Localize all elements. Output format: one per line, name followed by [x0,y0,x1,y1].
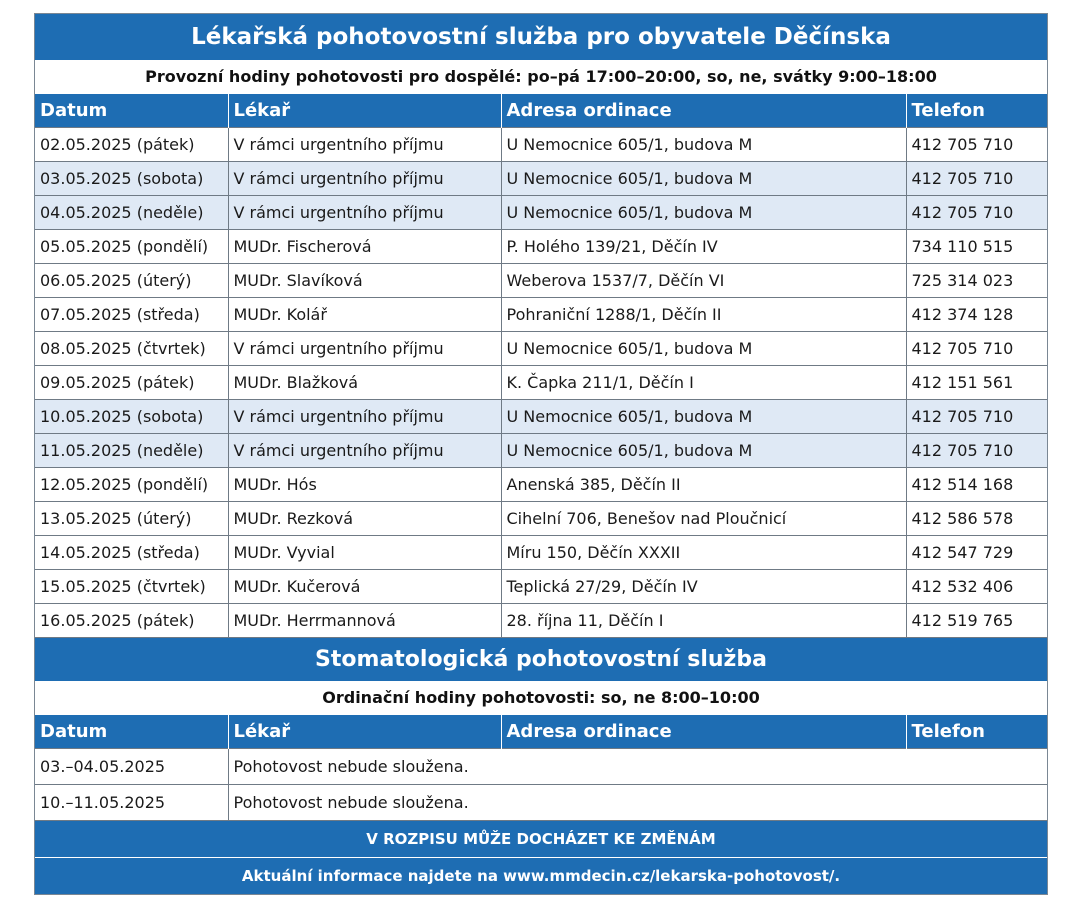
dental-title: Stomatologická pohotovostní služba [35,637,1047,681]
phone-cell: 412 705 710 [906,434,1047,468]
doctor-cell: MUDr. Blažková [228,366,501,400]
address-cell: U Nemocnice 605/1, budova M [501,128,906,162]
table-row [35,196,1047,230]
note-cell: Pohotovost nebude sloužena. [228,749,1047,785]
date-cell: 12.05.2025 (pondělí) [35,468,228,502]
doctor-cell: MUDr. Kučerová [228,570,501,604]
table-row [35,502,1047,536]
date-cell: 07.05.2025 (středa) [35,298,228,332]
table-row [35,128,1047,162]
doctor-cell: V rámci urgentního příjmu [228,434,501,468]
phone-cell: 725 314 023 [906,264,1047,298]
doctor-cell: MUDr. Kolář [228,298,501,332]
address-cell: Pohraniční 1288/1, Děčín II [501,298,906,332]
table-row [35,298,1047,332]
table-row [35,162,1047,196]
date-cell: 15.05.2025 (čtvrtek) [35,570,228,604]
address-cell: P. Holého 139/21, Děčín IV [501,230,906,264]
phone-cell: 412 586 578 [906,502,1047,536]
address-cell: U Nemocnice 605/1, budova M [501,434,906,468]
header-phone: Telefon [906,715,1047,749]
table-row [35,468,1047,502]
doctor-cell: MUDr. Vyvial [228,536,501,570]
header-doctor: Lékař [228,94,501,128]
table-row [35,264,1047,298]
address-cell: 28. října 11, Děčín I [501,604,906,638]
table-row [35,366,1047,400]
table-row [35,604,1047,638]
dental-header-row [35,715,1047,749]
doctor-cell: MUDr. Herrmannová [228,604,501,638]
dental-table [35,715,1047,820]
address-cell: U Nemocnice 605/1, budova M [501,400,906,434]
address-cell: K. Čapka 211/1, Děčín I [501,366,906,400]
address-cell: U Nemocnice 605/1, budova M [501,162,906,196]
header-phone: Telefon [906,94,1047,128]
doctor-cell: MUDr. Rezková [228,502,501,536]
header-date: Datum [35,94,228,128]
note-cell: Pohotovost nebude sloužena. [228,785,1047,821]
phone-cell: 734 110 515 [906,230,1047,264]
date-cell: 14.05.2025 (středa) [35,536,228,570]
phone-cell: 412 705 710 [906,332,1047,366]
header-doctor: Lékař [228,715,501,749]
address-cell: Cihelní 706, Benešov nad Ploučnicí [501,502,906,536]
header-address: Adresa ordinace [501,715,906,749]
phone-cell: 412 705 710 [906,162,1047,196]
address-cell: U Nemocnice 605/1, budova M [501,196,906,230]
table-row [35,230,1047,264]
doctor-cell: V rámci urgentního příjmu [228,162,501,196]
changes-warning: V ROZPISU MŮŽE DOCHÁZET KE ZMĚNÁM [35,820,1047,857]
phone-cell: 412 374 128 [906,298,1047,332]
phone-cell: 412 151 561 [906,366,1047,400]
table-row [35,785,1047,821]
phone-cell: 412 547 729 [906,536,1047,570]
date-cell: 03.05.2025 (sobota) [35,162,228,196]
doctor-cell: V rámci urgentního příjmu [228,332,501,366]
table-row [35,749,1047,785]
date-cell: 09.05.2025 (pátek) [35,366,228,400]
table-row [35,536,1047,570]
phone-cell: 412 532 406 [906,570,1047,604]
header-address: Adresa ordinace [501,94,906,128]
date-cell: 10.–11.05.2025 [35,785,228,821]
doctor-cell: V rámci urgentního příjmu [228,400,501,434]
doctor-cell: MUDr. Slavíková [228,264,501,298]
date-cell: 13.05.2025 (úterý) [35,502,228,536]
phone-cell: 412 705 710 [906,400,1047,434]
info-link-text: Aktuální informace najdete na www.mmdecin.cz/lekarska-pohotovost/. [35,857,1047,894]
date-cell: 16.05.2025 (pátek) [35,604,228,638]
general-table-body [35,128,1047,638]
header-date: Datum [35,715,228,749]
phone-cell: 412 705 710 [906,128,1047,162]
doctor-cell: MUDr. Fischerová [228,230,501,264]
date-cell: 11.05.2025 (neděle) [35,434,228,468]
address-cell: Weberova 1537/7, Děčín VI [501,264,906,298]
date-cell: 02.05.2025 (pátek) [35,128,228,162]
dental-hours: Ordinační hodiny pohotovosti: so, ne 8:00–10:00 [35,681,1047,715]
address-cell: Anenská 385, Děčín II [501,468,906,502]
doctor-cell: V rámci urgentního příjmu [228,128,501,162]
general-header-row [35,94,1047,128]
table-row [35,570,1047,604]
dental-table-body [35,749,1047,821]
doctor-cell: V rámci urgentního příjmu [228,196,501,230]
general-table [35,94,1047,637]
address-cell: Teplická 27/29, Děčín IV [501,570,906,604]
date-cell: 10.05.2025 (sobota) [35,400,228,434]
address-cell: Míru 150, Děčín XXXII [501,536,906,570]
table-row [35,332,1047,366]
general-title: Lékařská pohotovostní služba pro obyvatele Děčínska [35,14,1047,60]
doctor-cell: MUDr. Hós [228,468,501,502]
date-cell: 03.–04.05.2025 [35,749,228,785]
schedule-sheet [34,13,1048,895]
phone-cell: 412 514 168 [906,468,1047,502]
date-cell: 06.05.2025 (úterý) [35,264,228,298]
date-cell: 08.05.2025 (čtvrtek) [35,332,228,366]
table-row [35,434,1047,468]
general-hours: Provozní hodiny pohotovosti pro dospělé: po–pá 17:00–20:00, so, ne, svátky 9:00–18:00 [35,60,1047,94]
date-cell: 05.05.2025 (pondělí) [35,230,228,264]
phone-cell: 412 705 710 [906,196,1047,230]
date-cell: 04.05.2025 (neděle) [35,196,228,230]
phone-cell: 412 519 765 [906,604,1047,638]
table-row [35,400,1047,434]
address-cell: U Nemocnice 605/1, budova M [501,332,906,366]
